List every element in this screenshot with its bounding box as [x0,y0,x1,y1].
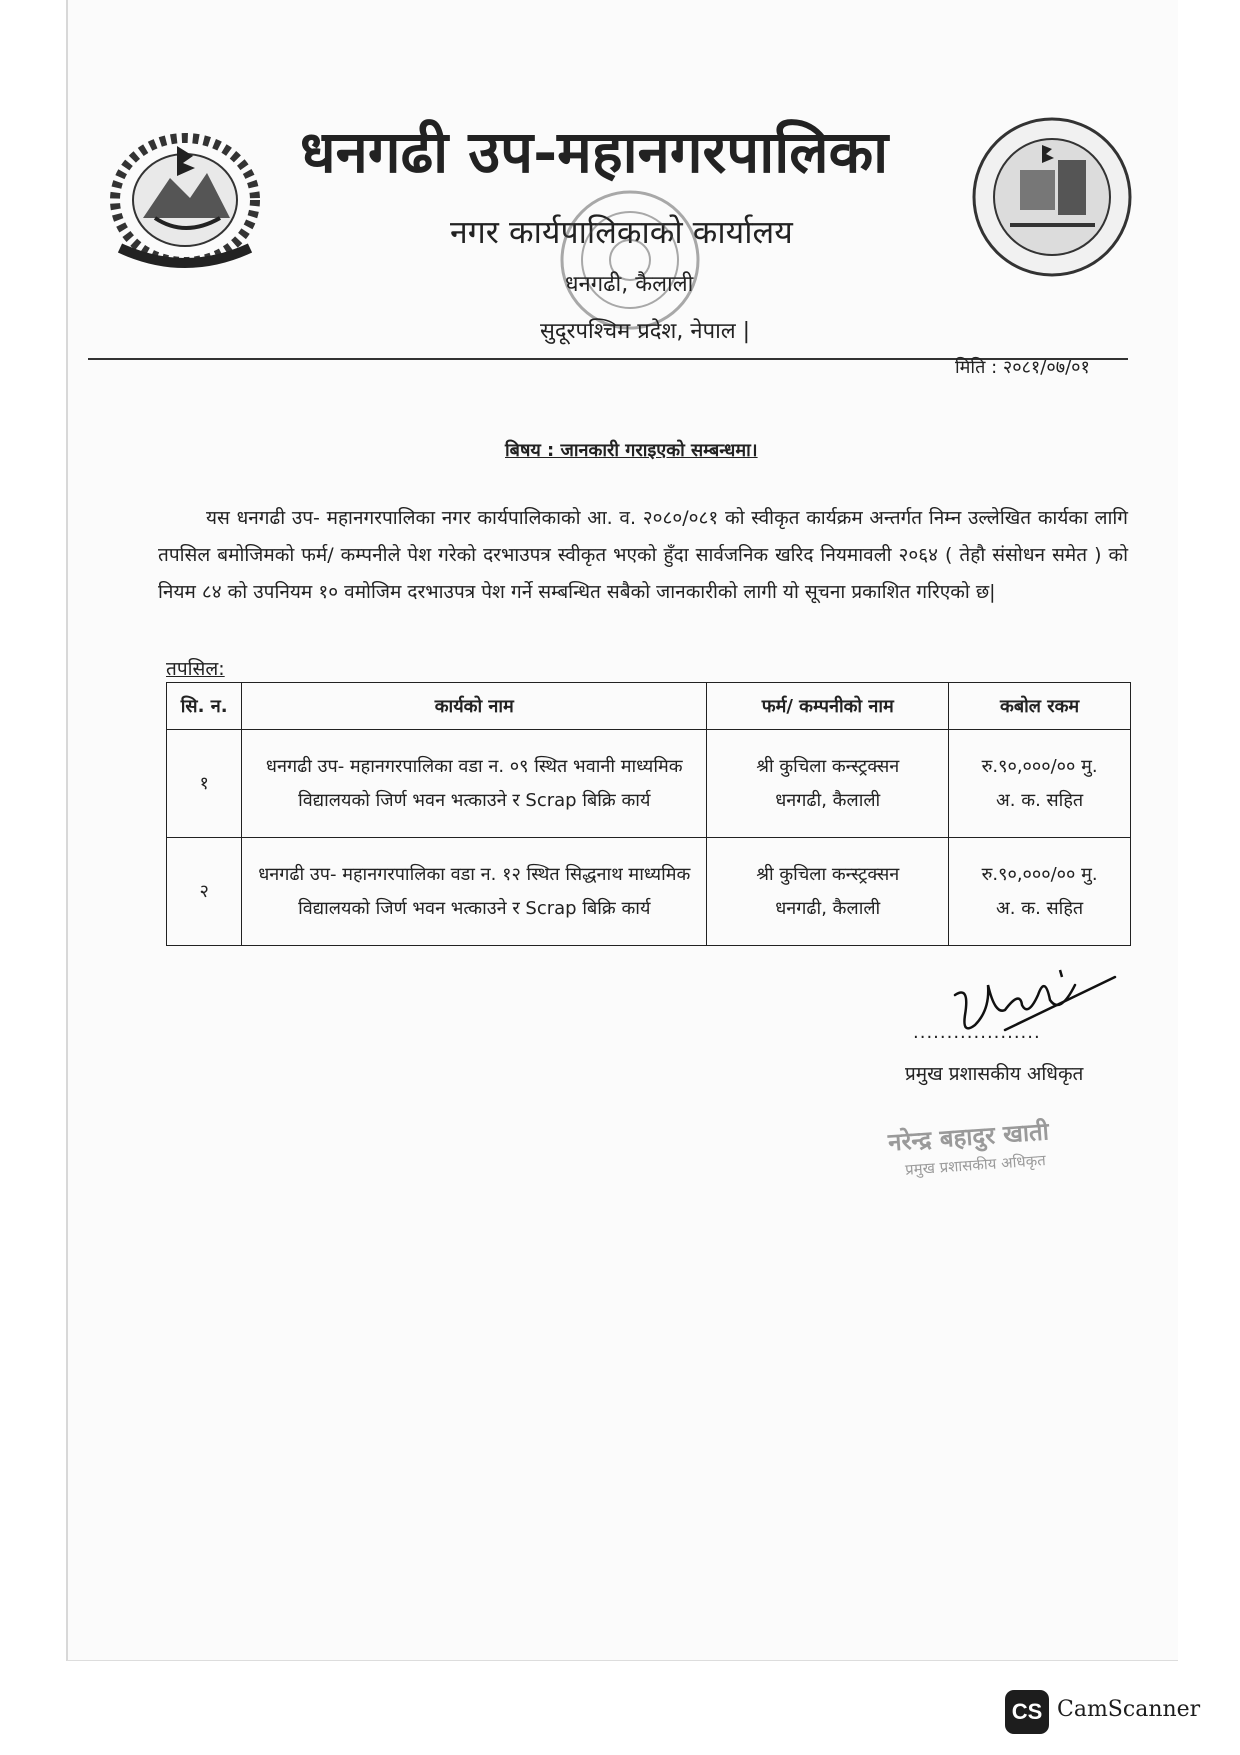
office-province: सुदूरपश्चिम प्रदेश, नेपाल | [540,319,751,344]
row-amount-value: रु.९०,०००/०० मु. [981,863,1098,885]
table-row [167,838,1131,946]
office-stamp-icon [555,185,705,335]
signature-line: ................... [913,1022,1041,1043]
table-header-row [167,683,1131,730]
column-header-sn: सि. न. [167,683,242,730]
row-amount [949,838,1131,946]
row-firm [707,838,949,946]
row-firm [707,730,949,838]
contract-table [166,682,1131,946]
officer-name-stamp: नरेन्द्र बहादुर खाती [887,1117,1050,1157]
office-city: धनगढी, कैलाली [565,272,694,297]
camscanner-watermark: CamScanner [1057,1697,1201,1722]
nepal-emblem-icon [95,118,275,283]
row-firm-name: श्री कुचिला कन्स्ट्रक्सन [756,755,900,777]
column-header-work: कार्यको नाम [242,683,707,730]
row-amount-note: अ. क. सहित [996,789,1084,811]
row-amount [949,730,1131,838]
officer-designation-stamp: प्रमुख प्रशासकीय अधिकृत [904,1151,1047,1179]
column-header-firm: फर्म/ कम्पनीको नाम [707,683,949,730]
row-work-name: धनगढी उप- महानगरपालिका वडा न. ०९ स्थित भवानी माध्यमिक विद्यालयको जिर्ण भवन भत्काउने र Scrap बिक्रि कार्य [242,730,707,838]
row-firm-name: श्री कुचिला कन्स्ट्रक्सन [756,863,900,885]
camscanner-logo-icon: CS [1005,1690,1049,1734]
row-firm-address: धनगढी, कैलाली [775,897,881,919]
column-header-amount: कबोल रकम [949,683,1131,730]
row-work-name: धनगढी उप- महानगरपालिका वडा न. १२ स्थित सिद्धनाथ माध्यमिक विद्यालयको जिर्ण भवन भत्काउने र Scrap बिक्रि कार्य [242,838,707,946]
document-date: मिति : २०८१/०७/०१ [955,357,1090,378]
subject-line: बिषय : जानकारी गराइएको सम्बन्धमा। [505,440,758,461]
row-firm-address: धनगढी, कैलाली [775,789,881,811]
office-name: नगर कार्यपालिकाको कार्यालय [450,213,793,251]
municipality-title: धनगढी उप-महानगरपालिका [300,118,889,186]
notice-paragraph: यस धनगढी उप- महानगरपालिका नगर कार्यपालिकाको आ. व. २०८०/०८१ को स्वीकृत कार्यक्रम अन्तर्गत निम्न उल्लेखित कार्यका लागि तपसिल बमोजिमको फर्म/ कम्पनीले पेश गरेको दरभाउपत्र स्वीकृत भएको हुँदा सार्वजनिक खरिद नियमावली २०६४ ( तेहौ संसोधन समेत ) को नियम ८४ को उपनियम १० वमोजिम दरभाउपत्र पेश गर्ने सम्बन्धित सबैको जानकारीको लागी यो सूचना प्रकाशित गरिएको छ| [158,507,1128,603]
row-amount-note: अ. क. सहित [996,897,1084,919]
row-serial: २ [167,838,242,946]
row-serial: १ [167,730,242,838]
details-label: तपसिल: [166,658,225,680]
table-row [167,730,1131,838]
signatory-designation: प्रमुख प्रशासकीय अधिकृत [905,1063,1084,1085]
municipality-seal-icon [970,115,1135,280]
row-amount-value: रु.९०,०००/०० मु. [981,755,1098,777]
